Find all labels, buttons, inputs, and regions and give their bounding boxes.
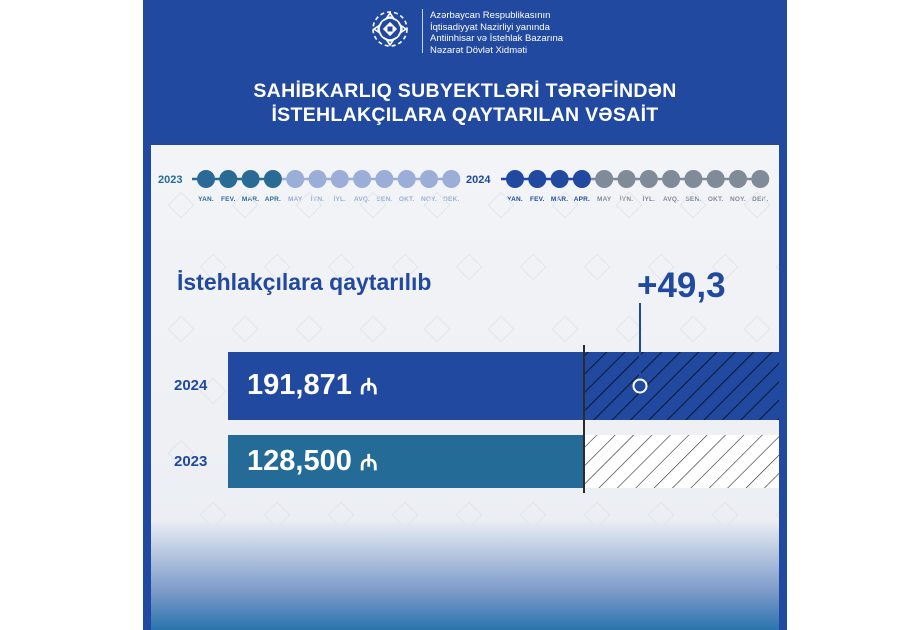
month-label: DEK. xyxy=(752,196,769,203)
title-line: SAHİBKARLIQ SUBYEKTLƏRİ TƏRƏFİNDƏN xyxy=(253,80,677,102)
background-motif xyxy=(168,192,193,217)
month-label: OKT. xyxy=(707,196,724,203)
month-label: İYL. xyxy=(642,196,656,203)
month-label: İYN. xyxy=(619,196,634,203)
agency-name xyxy=(430,10,563,56)
timeline-month-dot xyxy=(707,170,725,188)
month-label: MAY xyxy=(287,196,303,203)
timeline-year-2024: 2024 xyxy=(466,174,491,186)
month-label: MAR. xyxy=(241,196,260,203)
agency-line: Azərbaycan Respublikasının xyxy=(430,10,551,21)
timeline-month-dot xyxy=(618,170,636,188)
background-motif xyxy=(424,192,449,217)
title-line: İSTEHLAKÇILARA QAYTARILAN VƏSAİT xyxy=(271,104,659,126)
bar-value-label xyxy=(247,369,378,402)
chart-panel xyxy=(151,145,779,630)
timeline-month-dot xyxy=(264,170,282,188)
hatched-region-2024 xyxy=(584,352,779,420)
agency-logo-icon xyxy=(369,8,411,50)
background-motif xyxy=(168,316,193,341)
month-label: APR. xyxy=(573,196,591,203)
bar-category-label: 2024 xyxy=(174,377,208,394)
background-motif xyxy=(552,316,577,341)
timeline-month-dot xyxy=(662,170,680,188)
background-motif xyxy=(712,502,737,527)
background-motif xyxy=(392,502,417,527)
timeline-month-dot xyxy=(573,170,591,188)
timeline-month-dot xyxy=(331,170,349,188)
background-motif xyxy=(200,502,225,527)
month-label: YAN. xyxy=(198,196,214,203)
background-motif xyxy=(584,254,609,279)
chart-title: İstehlakçılara qaytarılıb xyxy=(177,269,432,295)
timeline-month-dot xyxy=(551,170,569,188)
page-title xyxy=(143,79,787,127)
value-text: 191,871 xyxy=(247,369,352,401)
month-label: İYL. xyxy=(333,196,347,203)
month-label: FEV. xyxy=(529,196,545,203)
background-motif xyxy=(776,502,779,527)
background-motif xyxy=(520,254,545,279)
month-label: NOY. xyxy=(730,196,746,203)
background-motif xyxy=(584,502,609,527)
background-motif xyxy=(360,192,385,217)
value-text: 128,500 xyxy=(247,444,352,477)
timeline-month-dot xyxy=(197,170,215,188)
bar-category-label: 2023 xyxy=(174,452,208,470)
timeline-month-dot xyxy=(286,170,304,188)
month-label: AVQ. xyxy=(662,196,680,203)
background-motif xyxy=(776,254,779,279)
timeline-month-dot xyxy=(729,170,747,188)
month-label: FEV. xyxy=(220,196,236,203)
timeline-month-dot xyxy=(528,170,546,188)
timeline-month-dot xyxy=(242,170,260,188)
background-motif xyxy=(680,192,705,217)
background-motif xyxy=(680,316,705,341)
agency-line: Nəzarət Dövlət Xidməti xyxy=(430,44,528,56)
month-label: SEN. xyxy=(376,196,393,203)
bar-chart xyxy=(151,145,779,630)
month-label: YAN. xyxy=(507,196,523,203)
timeline-month-dot xyxy=(684,170,702,188)
background-motif xyxy=(296,316,321,341)
background-motif xyxy=(488,316,513,341)
background-motif xyxy=(232,192,260,217)
timeline-month-dot xyxy=(309,170,327,188)
background-motif xyxy=(360,316,385,341)
agency-line: İqtisadiyyat Nazirliyi yanında xyxy=(430,21,550,33)
month-label: NOY. xyxy=(421,196,437,203)
background-motif xyxy=(424,316,449,341)
agency-line: Antiinhisar və İstehlak Bazarına xyxy=(430,33,564,44)
month-label: AVQ. xyxy=(353,196,371,203)
timeline-month-dot xyxy=(375,170,393,188)
background-motif xyxy=(616,192,641,217)
background-motif xyxy=(456,502,481,527)
month-label: APR. xyxy=(264,196,282,203)
background-motif xyxy=(264,502,289,527)
background-motif xyxy=(744,316,769,341)
background-motif xyxy=(328,502,353,527)
month-label: OKT. xyxy=(398,196,415,203)
background-motif xyxy=(296,192,321,217)
timeline-month-dot xyxy=(506,170,524,188)
delta-label: +49,3 xyxy=(637,266,726,305)
manat-icon: ₼ xyxy=(359,374,378,399)
month-label: SEN. xyxy=(685,196,702,203)
timeline-month-dot xyxy=(595,170,613,188)
header-divider xyxy=(422,9,423,53)
background-motif xyxy=(552,192,577,217)
timeline-year-2023: 2023 xyxy=(158,174,183,186)
month-label: MAY xyxy=(596,196,612,203)
background-motif xyxy=(488,192,513,217)
infographic-card xyxy=(143,0,787,630)
background-motif xyxy=(744,192,769,217)
background-motif xyxy=(456,254,481,279)
manat-icon: ₼ xyxy=(359,449,378,475)
timeline-month-dot xyxy=(420,170,438,188)
background-motif xyxy=(232,316,257,341)
month-label: İYN. xyxy=(310,196,325,203)
timeline-month-dot xyxy=(751,170,769,188)
timeline-month-dot xyxy=(640,170,658,188)
callout-marker xyxy=(634,380,647,393)
bar-value-label xyxy=(247,445,378,478)
timeline-month-dot xyxy=(219,170,237,188)
timeline-month-dot xyxy=(353,170,371,188)
background-motif xyxy=(520,502,545,527)
timeline-month-dot xyxy=(398,170,416,188)
hatched-region-2023 xyxy=(584,435,779,488)
month-label: DEK. xyxy=(443,196,460,203)
background-motif xyxy=(648,502,673,527)
month-label: MAR. xyxy=(550,196,569,203)
timeline-month-dot xyxy=(442,170,460,188)
background-motif xyxy=(616,316,641,341)
